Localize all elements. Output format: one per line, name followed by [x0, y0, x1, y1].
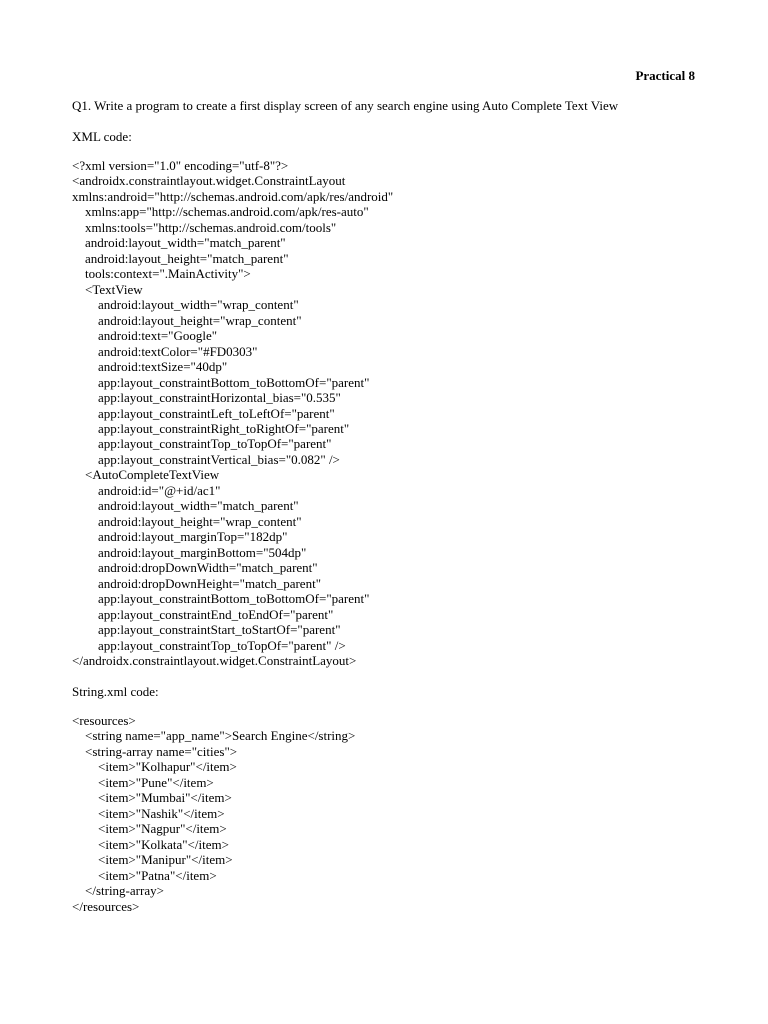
code-line: app:layout_constraintStart_toStartOf="parent"	[72, 622, 341, 638]
code-line: app:layout_constraintBottom_toBottomOf="parent"	[72, 374, 370, 390]
code-line: <item>"Kolhapur"</item>	[72, 759, 237, 775]
code-line: android:layout_height="wrap_content"	[72, 513, 302, 529]
code-line: <string name="app_name">Search Engine</string>	[72, 728, 356, 744]
code-line: android:layout_height="match_parent"	[72, 250, 289, 266]
xml-code-block	[72, 158, 393, 668]
code-line: tools:context=".MainActivity">	[72, 266, 251, 282]
code-line: <AutoCompleteTextView	[72, 467, 220, 483]
code-line: android:layout_marginTop="182dp"	[72, 529, 288, 545]
page-heading: Practical 8	[635, 68, 695, 83]
code-line: app:layout_constraintEnd_toEndOf="parent"	[72, 606, 334, 622]
code-line: <TextView	[72, 281, 143, 297]
code-line: <item>"Patna"</item>	[72, 867, 217, 883]
code-line: app:layout_constraintHorizontal_bias="0.535"	[72, 390, 341, 406]
code-line: android:layout_height="wrap_content"	[72, 312, 302, 328]
code-line: <?xml version="1.0" encoding="utf-8"?>	[72, 158, 289, 173]
code-line: android:dropDownHeight="match_parent"	[72, 575, 321, 591]
code-line: <androidx.constraintlayout.widget.ConstraintLayout	[72, 173, 346, 189]
code-line: android:textColor="#FD0303"	[72, 343, 258, 359]
code-line: <item>"Manipur"</item>	[72, 852, 233, 868]
code-line: android:layout_width="wrap_content"	[72, 297, 299, 313]
code-line: app:layout_constraintVertical_bias="0.082" />	[72, 451, 340, 467]
strings-code-block	[72, 713, 355, 914]
code-line: </androidx.constraintlayout.widget.ConstraintLayout>	[72, 653, 357, 668]
xml-code-label: XML code:	[72, 129, 132, 144]
code-line: <resources>	[72, 713, 136, 728]
code-line: android:id="@+id/ac1"	[72, 482, 221, 498]
code-line: <item>"Pune"</item>	[72, 774, 214, 790]
code-line: <item>"Nashik"</item>	[72, 805, 225, 821]
code-line: xmlns:app="http://schemas.android.com/apk/res-auto"	[72, 204, 369, 220]
code-line: app:layout_constraintTop_toTopOf="parent" />	[72, 637, 346, 653]
code-line: app:layout_constraintLeft_toLeftOf="parent"	[72, 405, 335, 421]
code-line: xmlns:tools="http://schemas.android.com/tools"	[72, 219, 337, 235]
code-line: <item>"Mumbai"</item>	[72, 790, 232, 806]
code-line: </string-array>	[72, 883, 164, 899]
code-line: android:layout_width="match_parent"	[72, 498, 299, 514]
code-line: android:layout_width="match_parent"	[72, 235, 286, 251]
code-line: <string-array name="cities">	[72, 743, 238, 759]
code-line: android:text="Google"	[72, 328, 218, 344]
code-line: </resources>	[72, 898, 140, 914]
strings-code-label: String.xml code:	[72, 684, 159, 699]
code-line: app:layout_constraintBottom_toBottomOf="parent"	[72, 591, 370, 607]
question-text: Q1. Write a program to create a first display screen of any search engine using Auto Complete Text View	[72, 98, 619, 113]
code-line: android:layout_marginBottom="504dp"	[72, 544, 307, 560]
code-line: android:textSize="40dp"	[72, 359, 228, 375]
code-line: app:layout_constraintRight_toRightOf="parent"	[72, 420, 350, 436]
code-line: app:layout_constraintTop_toTopOf="parent"	[72, 436, 332, 452]
code-line: xmlns:android="http://schemas.android.com/apk/res/android"	[72, 188, 394, 204]
code-line: <item>"Kolkata"</item>	[72, 836, 229, 852]
code-line: android:dropDownWidth="match_parent"	[72, 560, 318, 576]
code-line: <item>"Nagpur"</item>	[72, 821, 227, 837]
